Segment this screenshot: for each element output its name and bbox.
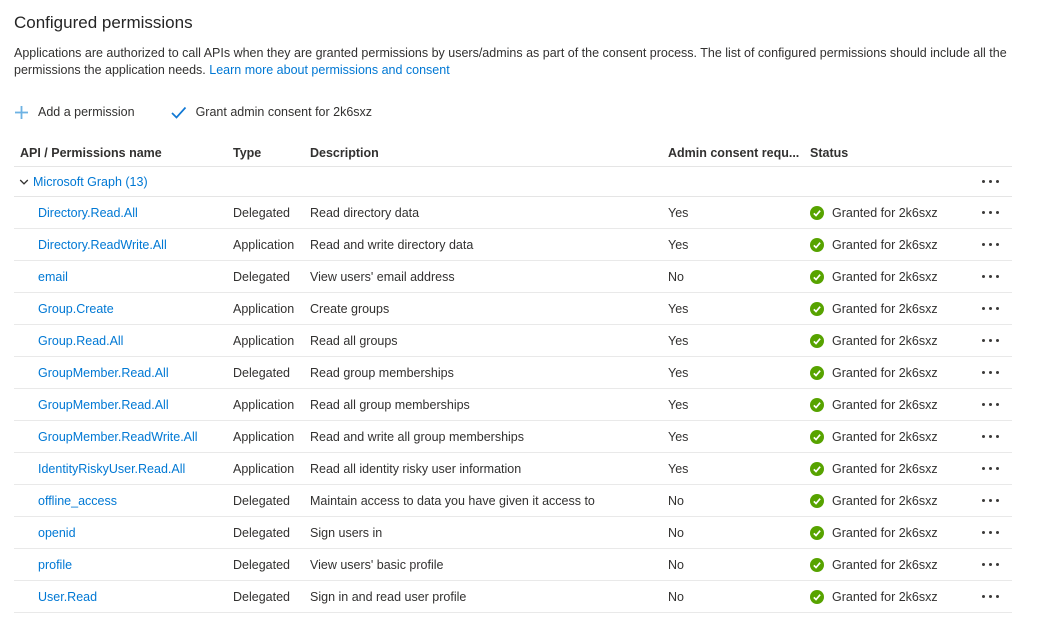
status-cell xyxy=(810,398,980,412)
more-options-icon xyxy=(982,371,985,374)
permission-type: Application xyxy=(233,333,295,348)
permission-name-link[interactable]: profile xyxy=(38,557,73,572)
more-options-button[interactable] xyxy=(980,371,1012,374)
permission-type: Application xyxy=(233,397,295,412)
more-options-icon xyxy=(982,307,985,310)
more-options-icon xyxy=(982,595,985,598)
permission-name-link[interactable]: openid xyxy=(38,525,76,540)
status-text: Granted for 2k6sxz xyxy=(832,461,938,476)
more-options-button[interactable] xyxy=(980,403,1012,406)
more-options-icon xyxy=(982,275,985,278)
more-options-icon xyxy=(982,403,985,406)
api-group-row-microsoft-graph xyxy=(14,167,1012,197)
permission-type: Application xyxy=(233,237,295,252)
granted-check-icon xyxy=(810,398,824,412)
permission-type: Delegated xyxy=(233,493,290,508)
admin-consent-required-value: No xyxy=(668,557,684,572)
admin-consent-required-value: Yes xyxy=(668,237,689,252)
permission-name-link[interactable]: GroupMember.Read.All xyxy=(38,365,169,380)
permission-name-link[interactable]: Group.Create xyxy=(38,301,114,316)
more-options-button[interactable] xyxy=(980,595,1012,598)
status-text: Granted for 2k6sxz xyxy=(832,429,938,444)
status-text: Granted for 2k6sxz xyxy=(832,365,938,380)
permission-row xyxy=(14,485,1012,517)
more-options-icon xyxy=(982,435,985,438)
command-bar xyxy=(14,100,1043,124)
more-options-icon xyxy=(982,243,985,246)
header-admin-consent-required: Admin consent requ... xyxy=(668,145,800,160)
admin-consent-required-value: Yes xyxy=(668,365,689,380)
grant-admin-consent-label: Grant admin consent for 2k6sxz xyxy=(195,105,373,119)
permission-description: Read all identity risky user information xyxy=(310,461,522,476)
more-options-icon xyxy=(982,499,985,502)
permission-type: Application xyxy=(233,301,295,316)
permission-name-link[interactable]: email xyxy=(38,269,68,284)
more-options-button[interactable] xyxy=(980,435,1012,438)
more-options-button[interactable] xyxy=(980,307,1012,310)
header-description: Description xyxy=(310,145,379,160)
permission-row xyxy=(14,581,1012,613)
add-permission-button[interactable] xyxy=(14,105,135,120)
admin-consent-required-value: No xyxy=(668,589,684,604)
more-options-button[interactable] xyxy=(980,467,1012,470)
more-options-icon xyxy=(982,211,985,214)
admin-consent-required-value: Yes xyxy=(668,461,689,476)
permission-rows-container xyxy=(14,197,1012,613)
more-options-button[interactable] xyxy=(980,211,1012,214)
permission-description: Create groups xyxy=(310,301,390,316)
permission-description: View users' basic profile xyxy=(310,557,444,572)
permission-row xyxy=(14,229,1012,261)
more-options-button[interactable] xyxy=(980,275,1012,278)
permission-name-link[interactable]: Directory.ReadWrite.All xyxy=(38,237,167,252)
permission-description: Read group memberships xyxy=(310,365,454,380)
permission-type: Delegated xyxy=(233,525,290,540)
permission-name-link[interactable]: User.Read xyxy=(38,589,98,604)
permission-name-link[interactable]: GroupMember.Read.All xyxy=(38,397,169,412)
status-text: Granted for 2k6sxz xyxy=(832,493,938,508)
chevron-down-icon[interactable] xyxy=(18,176,30,188)
status-text: Granted for 2k6sxz xyxy=(832,205,938,220)
more-options-button[interactable] xyxy=(980,339,1012,342)
admin-consent-required-value: Yes xyxy=(668,429,689,444)
granted-check-icon xyxy=(810,270,824,284)
status-text: Granted for 2k6sxz xyxy=(832,333,938,348)
plus-icon xyxy=(14,105,29,120)
permission-name-link[interactable]: Directory.Read.All xyxy=(38,205,138,220)
header-status: Status xyxy=(810,145,849,160)
status-cell xyxy=(810,206,980,220)
permission-row xyxy=(14,421,1012,453)
granted-check-icon xyxy=(810,494,824,508)
status-text: Granted for 2k6sxz xyxy=(832,237,938,252)
granted-check-icon xyxy=(810,590,824,604)
status-text: Granted for 2k6sxz xyxy=(832,301,938,316)
permission-description: Read and write all group memberships xyxy=(310,429,524,444)
granted-check-icon xyxy=(810,366,824,380)
status-cell xyxy=(810,462,980,476)
permission-description: Read directory data xyxy=(310,205,420,220)
permission-type: Delegated xyxy=(233,557,290,572)
status-cell xyxy=(810,590,980,604)
permission-type: Delegated xyxy=(233,205,290,220)
more-options-button[interactable] xyxy=(980,499,1012,502)
permission-description: Read all groups xyxy=(310,333,398,348)
learn-more-link[interactable]: Learn more about permissions and consent xyxy=(209,62,450,77)
status-cell xyxy=(810,334,980,348)
admin-consent-required-value: Yes xyxy=(668,205,689,220)
permission-type: Delegated xyxy=(233,365,290,380)
permission-row xyxy=(14,197,1012,229)
granted-check-icon xyxy=(810,334,824,348)
permission-row xyxy=(14,357,1012,389)
status-text: Granted for 2k6sxz xyxy=(832,269,938,284)
status-cell xyxy=(810,558,980,572)
header-type: Type xyxy=(233,145,262,160)
granted-check-icon xyxy=(810,206,824,220)
permission-description: Sign users in xyxy=(310,525,383,540)
more-options-button[interactable] xyxy=(980,563,1012,566)
admin-consent-required-value: No xyxy=(668,525,684,540)
more-options-icon xyxy=(982,180,985,183)
header-api-permissions-name: API / Permissions name xyxy=(20,145,162,160)
more-options-icon xyxy=(982,531,985,534)
permission-description: Maintain access to data you have given it access to xyxy=(310,493,595,508)
permission-row xyxy=(14,389,1012,421)
status-text: Granted for 2k6sxz xyxy=(832,557,938,572)
permission-type: Delegated xyxy=(233,589,290,604)
permission-row xyxy=(14,549,1012,581)
permission-type: Application xyxy=(233,461,295,476)
more-options-icon xyxy=(982,339,985,342)
grant-admin-consent-button[interactable] xyxy=(171,105,372,119)
permission-type: Application xyxy=(233,429,295,444)
admin-consent-required-value: No xyxy=(668,493,684,508)
status-text: Granted for 2k6sxz xyxy=(832,589,938,604)
add-permission-label: Add a permission xyxy=(38,105,135,119)
permission-name-link[interactable]: Group.Read.All xyxy=(38,333,124,348)
more-options-button[interactable] xyxy=(980,531,1012,534)
granted-check-icon xyxy=(810,238,824,252)
page-title: Configured permissions xyxy=(14,13,193,32)
status-cell xyxy=(810,526,980,540)
admin-consent-required-value: Yes xyxy=(668,397,689,412)
permission-row xyxy=(14,293,1012,325)
page-description xyxy=(14,45,1016,78)
more-options-button[interactable] xyxy=(980,243,1012,246)
permissions-table xyxy=(14,139,1012,613)
admin-consent-required-value: Yes xyxy=(668,333,689,348)
status-cell xyxy=(810,270,980,284)
granted-check-icon xyxy=(810,430,824,444)
granted-check-icon xyxy=(810,462,824,476)
permission-row xyxy=(14,261,1012,293)
permission-name-link[interactable]: GroupMember.ReadWrite.All xyxy=(38,429,198,444)
permission-description: Read all group memberships xyxy=(310,397,470,412)
permission-description: Sign in and read user profile xyxy=(310,589,467,604)
permission-row xyxy=(14,517,1012,549)
check-icon xyxy=(171,106,187,119)
permission-row xyxy=(14,325,1012,357)
granted-check-icon xyxy=(810,302,824,316)
status-cell xyxy=(810,238,980,252)
permission-row xyxy=(14,453,1012,485)
status-text: Granted for 2k6sxz xyxy=(832,397,938,412)
status-cell xyxy=(810,430,980,444)
admin-consent-required-value: Yes xyxy=(668,301,689,316)
status-cell xyxy=(810,302,980,316)
description-text: Applications are authorized to call APIs when they are granted permissions by users/admins as part of the consent process. The list of configured permissions should include all the permissions the application needs. xyxy=(14,46,1007,77)
status-cell xyxy=(810,494,980,508)
more-options-button[interactable] xyxy=(980,180,1012,183)
permission-description: Read and write directory data xyxy=(310,237,474,252)
permission-description: View users' email address xyxy=(310,269,455,284)
admin-consent-required-value: No xyxy=(668,269,684,284)
permission-name-link[interactable]: offline_access xyxy=(38,493,117,508)
permission-type: Delegated xyxy=(233,269,290,284)
table-header-row xyxy=(14,139,1012,167)
permission-name-link[interactable]: IdentityRiskyUser.Read.All xyxy=(38,461,186,476)
more-options-icon xyxy=(982,563,985,566)
more-options-icon xyxy=(982,467,985,470)
status-text: Granted for 2k6sxz xyxy=(832,525,938,540)
api-group-link[interactable]: Microsoft Graph (13) xyxy=(33,174,148,189)
status-cell xyxy=(810,366,980,380)
granted-check-icon xyxy=(810,526,824,540)
granted-check-icon xyxy=(810,558,824,572)
